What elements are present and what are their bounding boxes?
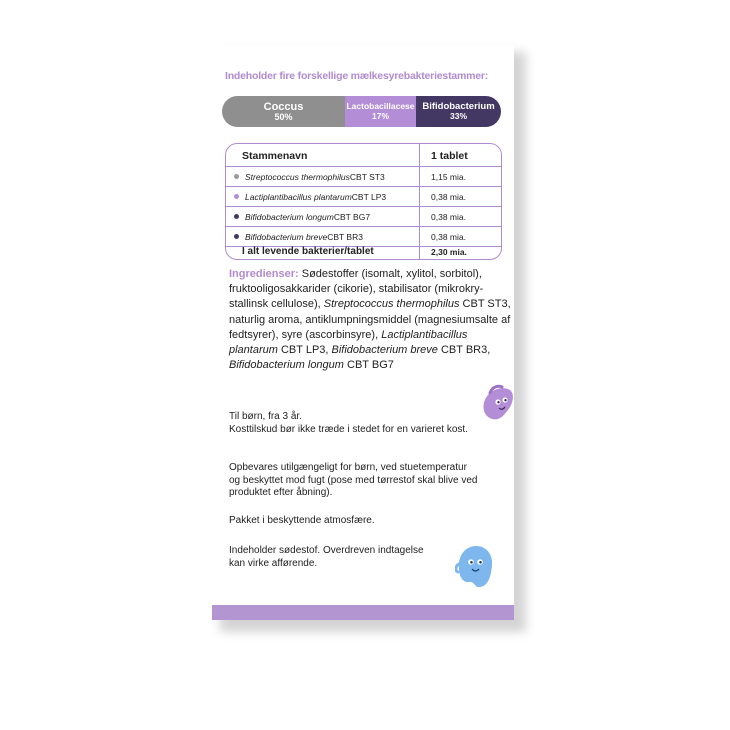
strain-dot-icon bbox=[234, 234, 239, 239]
storage-line: Opbevares utilgængeligt for børn, ved stuetemperatur bbox=[229, 462, 467, 473]
strain-segment-percent: 33% bbox=[449, 111, 467, 122]
table-row bbox=[226, 187, 501, 206]
strain-species: Bifidobacterium longum bbox=[245, 211, 334, 222]
table-total-row bbox=[226, 242, 501, 260]
ingredients-species: Bifidobacterium breve bbox=[331, 344, 438, 357]
age-line: Kosttilskud bør ikke træde i stedet for en varieret kost. bbox=[229, 423, 468, 435]
ingredients-part: CBT ST3, naturlig aroma, antiklumpningsmiddel (magnesiumsalte af fedtsyrer), syre (ascorbinsyre), bbox=[229, 298, 511, 341]
ingredients-species: Bifidobacterium longum bbox=[229, 359, 344, 372]
strain-dot-icon bbox=[234, 174, 239, 179]
warning-line: Indeholder sødestof. Overdreven indtagelse bbox=[229, 545, 424, 556]
strain-species: Lactiplantibacillus plantarum bbox=[245, 191, 352, 202]
strain-code: CBT BG7 bbox=[333, 211, 371, 222]
total-label: I alt levende bakterier/tablet bbox=[242, 246, 374, 257]
strain-segment-bifidobacterium bbox=[416, 96, 501, 127]
ingredients-part: CBT BG7 bbox=[343, 359, 394, 372]
strain-code: CBT BR3 bbox=[327, 231, 363, 242]
ingredients-species: Lactiplantibacillus plantarum bbox=[229, 328, 468, 357]
strains-heading: Indeholder fire forskellige mælkesyrebakteriestammer: bbox=[225, 70, 489, 82]
strain-segment-name: Bifidobacterium bbox=[422, 100, 495, 112]
age-line: Til børn, fra 3 år. bbox=[229, 411, 302, 422]
table-row bbox=[226, 167, 501, 186]
strain-code: CBT ST3 bbox=[349, 171, 385, 182]
table-row bbox=[226, 207, 501, 226]
strain-distribution-bar bbox=[222, 96, 501, 127]
strain-species: Bifidobacterium breve bbox=[245, 231, 328, 242]
strain-amount: 1,15 mia. bbox=[431, 171, 466, 182]
ingredients-part: Sødestoffer (isomalt, xylitol, sorbitol), fruktooligosakkarider (cikorie), stabilisator (mikrokry-stallinsk cellulose), bbox=[229, 268, 484, 311]
strain-dot-icon bbox=[234, 214, 239, 219]
ingredients-text bbox=[229, 267, 511, 373]
table-header-row bbox=[226, 146, 501, 165]
strain-segment-percent: 50% bbox=[274, 111, 293, 122]
product-label bbox=[212, 45, 514, 620]
packaging-info: Pakket i beskyttende atmosfære. bbox=[229, 515, 375, 526]
age-info bbox=[229, 411, 514, 436]
strain-species: Streptococcus thermophilus bbox=[245, 171, 350, 182]
ingredients-part: CBT LP3, bbox=[277, 344, 332, 357]
ingredients-label: Ingredienser: bbox=[229, 268, 299, 280]
strain-table bbox=[225, 143, 502, 260]
strain-segment-lactobacillacese bbox=[345, 96, 416, 127]
purple-bacteria-mascot-icon bbox=[480, 383, 514, 423]
strain-segment-name: Coccus bbox=[263, 100, 304, 113]
storage-info bbox=[229, 462, 514, 500]
strain-code: CBT LP3 bbox=[351, 191, 387, 202]
strain-amount: 0,38 mia. bbox=[431, 191, 466, 202]
header-amount: 1 tablet bbox=[431, 149, 468, 162]
header-strain-name: Stammenavn bbox=[242, 149, 308, 162]
strain-amount: 0,38 mia. bbox=[431, 231, 466, 242]
strain-dot-icon bbox=[234, 194, 239, 199]
ingredients-species: Streptococcus thermophilus bbox=[323, 298, 460, 311]
strain-segment-percent: 17% bbox=[371, 110, 389, 121]
storage-line: produktet efter åbning). bbox=[229, 487, 333, 499]
bottom-color-band bbox=[212, 605, 514, 620]
blue-bacteria-mascot-icon bbox=[455, 543, 497, 589]
total-amount: 2,30 mia. bbox=[431, 246, 467, 257]
strain-segment-name: Lactobacillacese bbox=[346, 101, 415, 112]
strain-amount: 0,38 mia. bbox=[431, 211, 466, 222]
strain-segment-coccus bbox=[222, 96, 345, 127]
storage-line: og beskyttet mod fugt (pose med tørrestof skal blive ved bbox=[229, 474, 478, 486]
warning-line: kan virke afførende. bbox=[229, 557, 318, 569]
ingredients-part: CBT BR3, bbox=[437, 344, 491, 357]
